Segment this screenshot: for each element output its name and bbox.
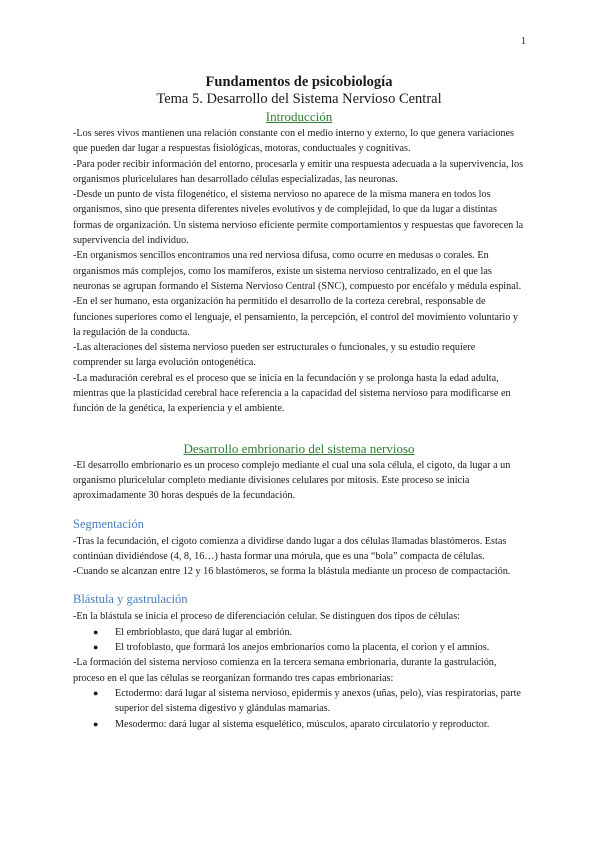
list-item: ● Ectodermo: dará lugar al sistema nervioso, epidermis y anexos (uñas, pelo), vías respiratorias, parte superior del sistema digestivo y glándulas mamarias. (93, 687, 521, 715)
document-subtitle: Tema 5. Desarrollo del Sistema Nervioso Central (156, 91, 442, 107)
list-item: ● Mesodermo: dará lugar al sistema esquelético, músculos, aparato circulatorio y reproductor. (103, 717, 525, 732)
paragraph: -La formación del sistema nervioso comienza en la tercera semana embrionaria, durante la gastrulación, proceso en el que las células se reorganizan formando tres capas embrionarias: (73, 657, 497, 684)
list-item: ● El embrioblasto, que dará lugar al embrión. (103, 625, 525, 640)
section-heading-introduccion: Introducción (265, 109, 333, 124)
subsection-heading-segmentacion: Segmentación (73, 516, 144, 531)
section-heading-desarrollo-embrionario: Desarrollo embrionario del sistema nervioso (183, 440, 415, 456)
bullet-icon: ● (93, 642, 99, 653)
paragraph: -En la blástula se inicia el proceso de diferenciación celular. Se distinguen dos tipos de células: (73, 611, 460, 623)
paragraph: -La maduración cerebral es el proceso que se inicia en la fecundación y se prolonga hasta la edad adulta, mientras que la plasticidad cerebral hace referencia a la capacidad del sistema nervioso para modificarse en función de la genética, la experiencia y el ambiente. (73, 372, 511, 415)
paragraph: -En el ser humano, esta organización ha permitido el desarrollo de la corteza cerebral, responsable de funciones superiores como el lenguaje, el pensamiento, la percepción, el control del movimiento voluntario y la regulación de la conducta. (73, 296, 519, 338)
paragraph: -Las alteraciones del sistema nervioso pueden ser estructurales o funcionales, y su estudio requiere comprender su larga evolución ontogenética. (73, 342, 476, 369)
paragraph: -Para poder recibir información del entorno, procesarla y emitir una respuesta adecuada a la supervivencia, los organismos pluricelulares han desarrollado células especializadas, las neuronas. (73, 158, 524, 185)
paragraph: -Los seres vivos mantienen una relación constante con el medio interno y externo, lo que genera variaciones que pueden dar lugar a respuestas fisiológicas, motoras, conductuales y cognitivas. (73, 128, 515, 155)
cell-types-list (73, 625, 525, 656)
document-title: Fundamentos de psicobiología (205, 74, 393, 90)
bullet-icon: ● (93, 687, 99, 698)
bullet-icon: ● (93, 626, 99, 637)
document-body (73, 72, 525, 732)
paragraph: -Tras la fecundación, el cigoto comienza a dividirse dando lugar a dos células llamadas blastómeros. Estas continúan dividiéndose (4, 8, 16…) hasta formar una mórula, que es una “bola” compacta de células. (73, 535, 507, 562)
paragraph: -En organismos sencillos encontramos una red nerviosa difusa, como ocurre en medusas o corales. En organismos más complejos, como los mamíferos, existe un sistema nervioso centralizado, en el que las neuronas se agrupan formando el Sistema Nervioso Central (SNC), compuesto por encéfalo y médula espinal. (73, 250, 522, 292)
paragraph: -Cuando se alcanzan entre 12 y 16 blastómeros, se forma la blástula mediante un proceso de compactación. (73, 566, 511, 578)
paragraph: -El desarrollo embrionario es un proceso complejo mediante el cual una sola célula, el cigoto, da lugar a un organismo pluricelular completo mediante divisiones celulares por mitosis. Este proceso se inicia aproximadamente 30 horas después de la fecundación. (73, 459, 511, 502)
page-number: 1 (521, 36, 526, 47)
list-item: ● El trofoblasto, que formará los anejos embrionarios como la placenta, el corion y el amnios. (103, 640, 525, 655)
embryonic-layers-list (73, 686, 525, 732)
subsection-heading-blastula: Blástula y gastrulación (73, 592, 188, 607)
paragraph: -Desde un punto de vista filogenético, el sistema nervioso no aparece de la misma manera en todos los organismos, sino que presenta diferentes niveles evolutivos y de complejidad, lo que da lugar a distintas formas de organización. Un sistema nervioso eficiente permite comportamientos y respuestas que favorecen la supervivencia del individuo. (73, 189, 524, 247)
bullet-icon: ● (93, 718, 99, 729)
